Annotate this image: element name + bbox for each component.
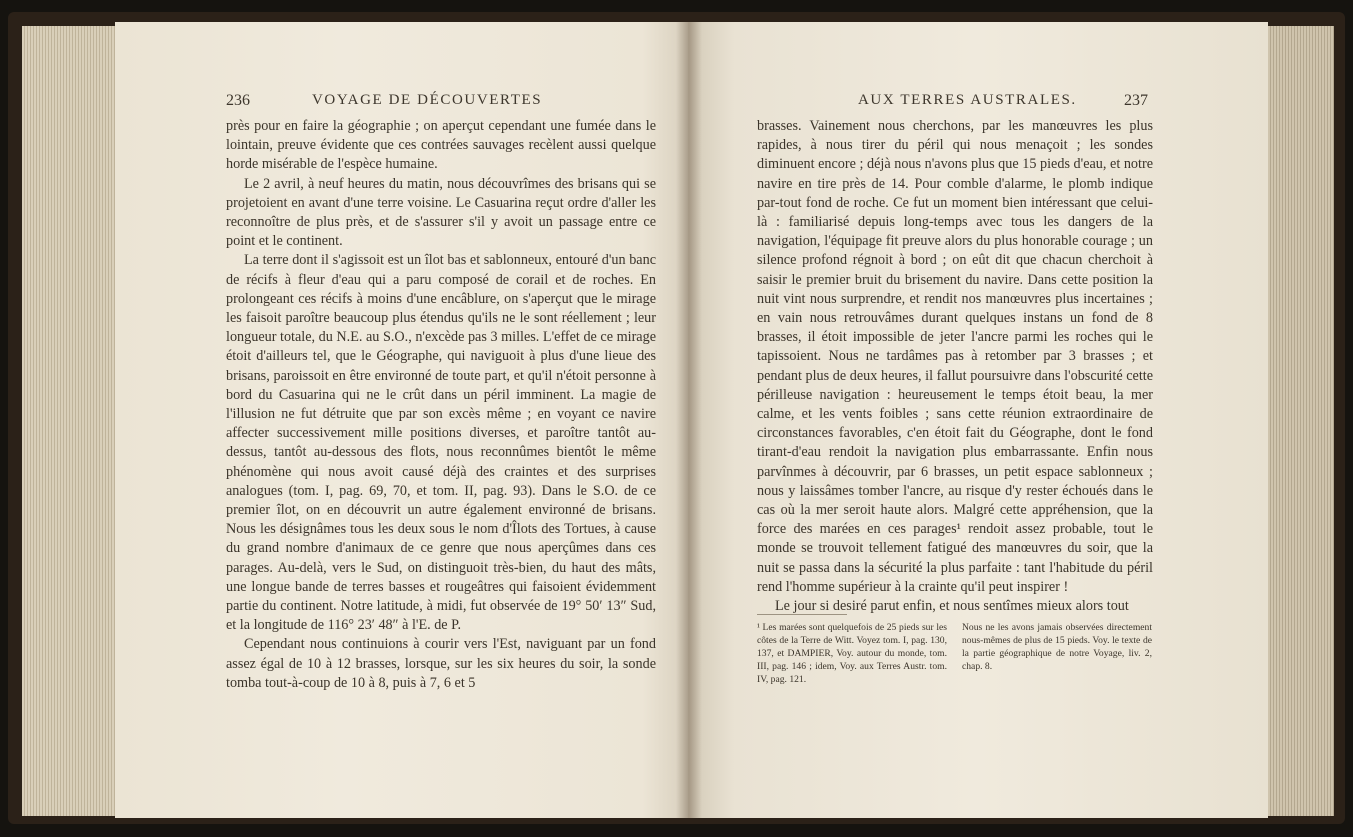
page-edges-right — [1262, 26, 1334, 816]
page-edges-left — [22, 26, 122, 816]
book-gutter — [676, 22, 702, 818]
left-paragraph-4: Cependant nous continuions à courir vers l'Est, naviguant par un fond assez égal de 10 à 12 brasses, lorsque, sur les six heures du soir, la sonde tomba tout-à-coup de 10 à 8, puis à 7, 6 et 5 — [226, 636, 656, 691]
footnote-left-column: ¹ Les marées sont quelquefois de 25 pieds sur les côtes de la Terre de Witt. Voyez tom. I, pag. 130, 137, et DAMPIER, Voy. autour du monde, tom. III, pag. 146 ; idem, Voy. aux Terres Austr. tom. IV, pag. 121. — [757, 622, 947, 685]
left-page-text — [226, 117, 656, 691]
right-paragraph-2: Le jour si desiré parut enfin, et nous sentîmes mieux alors tout — [775, 598, 1129, 615]
left-paragraph-3: La terre dont il s'agissoit est un îlot bas et sablonneux, entouré d'un banc de récifs à fleur d'eau qui a paru composé de corail et de roches. En prolongeant ces récifs à moins d'une encâblure, on s'aperçut que le mirage les faisoit paroître beaucoup plus étendus qu'ils ne le sont réellement ; leur longueur totale, du N.E. au S.O., n'excède pas 3 milles. L'effet de ce mirage étoit d'ailleurs tel, que le Géographe, qui naviguoit à plus d'une lieue des brisans, paroissoit en être environné de toute part, et qu'il n'étoit personne à bord du Casuarina qui ne le crût dans un péril imminent. La magie de l'illusion ne fut détruite que par son excès même ; en voyant ce navire affecter successivement mille positions diverses, et paroître tantôt au-dessus, tantôt au-dessous des flots, nous reconnûmes bientôt le même phénomène qui nous avoit causé déjà des craintes et des surprises analogues (tom. I, pag. 69, 70, et tom. II, pag. 93). Dans le S.O. de ce premier îlot, on en découvrit un autre également environné de brisans. Nous les désignâmes tous les deux sous le nom d'Îlots des Tortues, à cause du grand nombre d'animaux de ce genre que nous aperçûmes dans ces parages. Au-delà, vers le Sud, on distinguoit très-bien, du haut des mâts, une longue bande de terres basses et rougeâtres qui faisoient évidemment partie du continent. Notre latitude, à midi, fut observée de 19° 50′ 13″ Sud, et la longitude de 116° 23′ 48″ à l'E. de P. — [226, 252, 656, 634]
right-page-text — [757, 117, 1153, 615]
left-paragraph-2: Le 2 avril, à neuf heures du matin, nous découvrîmes des brisans qui se projetoient en avant d'une terre voisine. Le Casuarina reçut ordre d'aller les reconnoître de plus près, et de s'assurer s'il y avoit un passage entre ce point et le continent. — [226, 175, 656, 250]
left-running-head: VOYAGE DE DÉCOUVERTES — [312, 92, 543, 108]
footnote-rule — [757, 614, 847, 615]
right-page-number: 237 — [1124, 92, 1148, 109]
left-page-number: 236 — [226, 92, 250, 109]
left-paragraph-1: près pour en faire la géographie ; on aperçut cependant une fumée dans le lointain, preuve évidente que ces contrées sauvages recèlent aussi quelque horde misérable de l'espèce humaine. — [226, 118, 656, 173]
footnote-right-column: Nous ne les avons jamais observées directement nous-mêmes de plus de 15 pieds. Voy. le texte de la partie géographique de notre Voyage, liv. 2, chap. 8. — [962, 622, 1152, 672]
right-running-head: AUX TERRES AUSTRALES. — [858, 92, 1077, 108]
right-paragraph-1: brasses. Vainement nous cherchons, par les manœuvres les plus rapides, à nous tirer du péril qui nous menaçoit ; les sondes diminuent encore ; déjà nous n'avons plus que 15 pieds d'eau, et notre navire en tire près de 14. Pour comble d'alarme, le plomb indique par-tout fond de roche. Ce fut un moment bien intéressant que celui-là : familiarisé depuis long-temps avec tous les dangers de la navigation, l'équipage fit preuve alors du plus honorable courage ; un silence profond régnoit à bord ; on eût dit que chacun cherchoit à saisir le premier bruit du brisement du navire. Dans cette position la nuit vint nous surprendre, et rendit nos manœuvres plus incertaines ; en vain nous retrouvâmes durant quelques instans un fond de 8 brasses, il étoit impossible de jeter l'ancre parmi les roches qui le tapissoient. Nous ne tardâmes pas à retomber par 3 brasses ; et pendant plus de deux heures, il fallut poursuivre dans l'obscurité cette périlleuse navigation : heureusement le temps étoit beau, la mer calme, et les vents foibles ; sans cette réunion extraordinaire de circonstances favorables, c'en étoit fait du Géographe, dont le fond tirant-d'eau rendoit la navigation plus embarrassante. Enfin nous parvînmes à découvrir, par 6 brasses, un petit espace sablonneux ; nous y laissâmes tomber l'ancre, au risque d'y rester échoués dans le cas où la mer seroit haute alors. Malgré cette appréhension, que la force des marées en ces parages¹ rendoit assez probable, tout le monde se trouvoit tellement fatigué des manœuvres du soir, que la nuit se passa dans la sécurité la plus parfaite : tant l'habitude du péril rend l'homme supérieur à la crainte qu'il peut inspirer ! — [757, 118, 1153, 595]
